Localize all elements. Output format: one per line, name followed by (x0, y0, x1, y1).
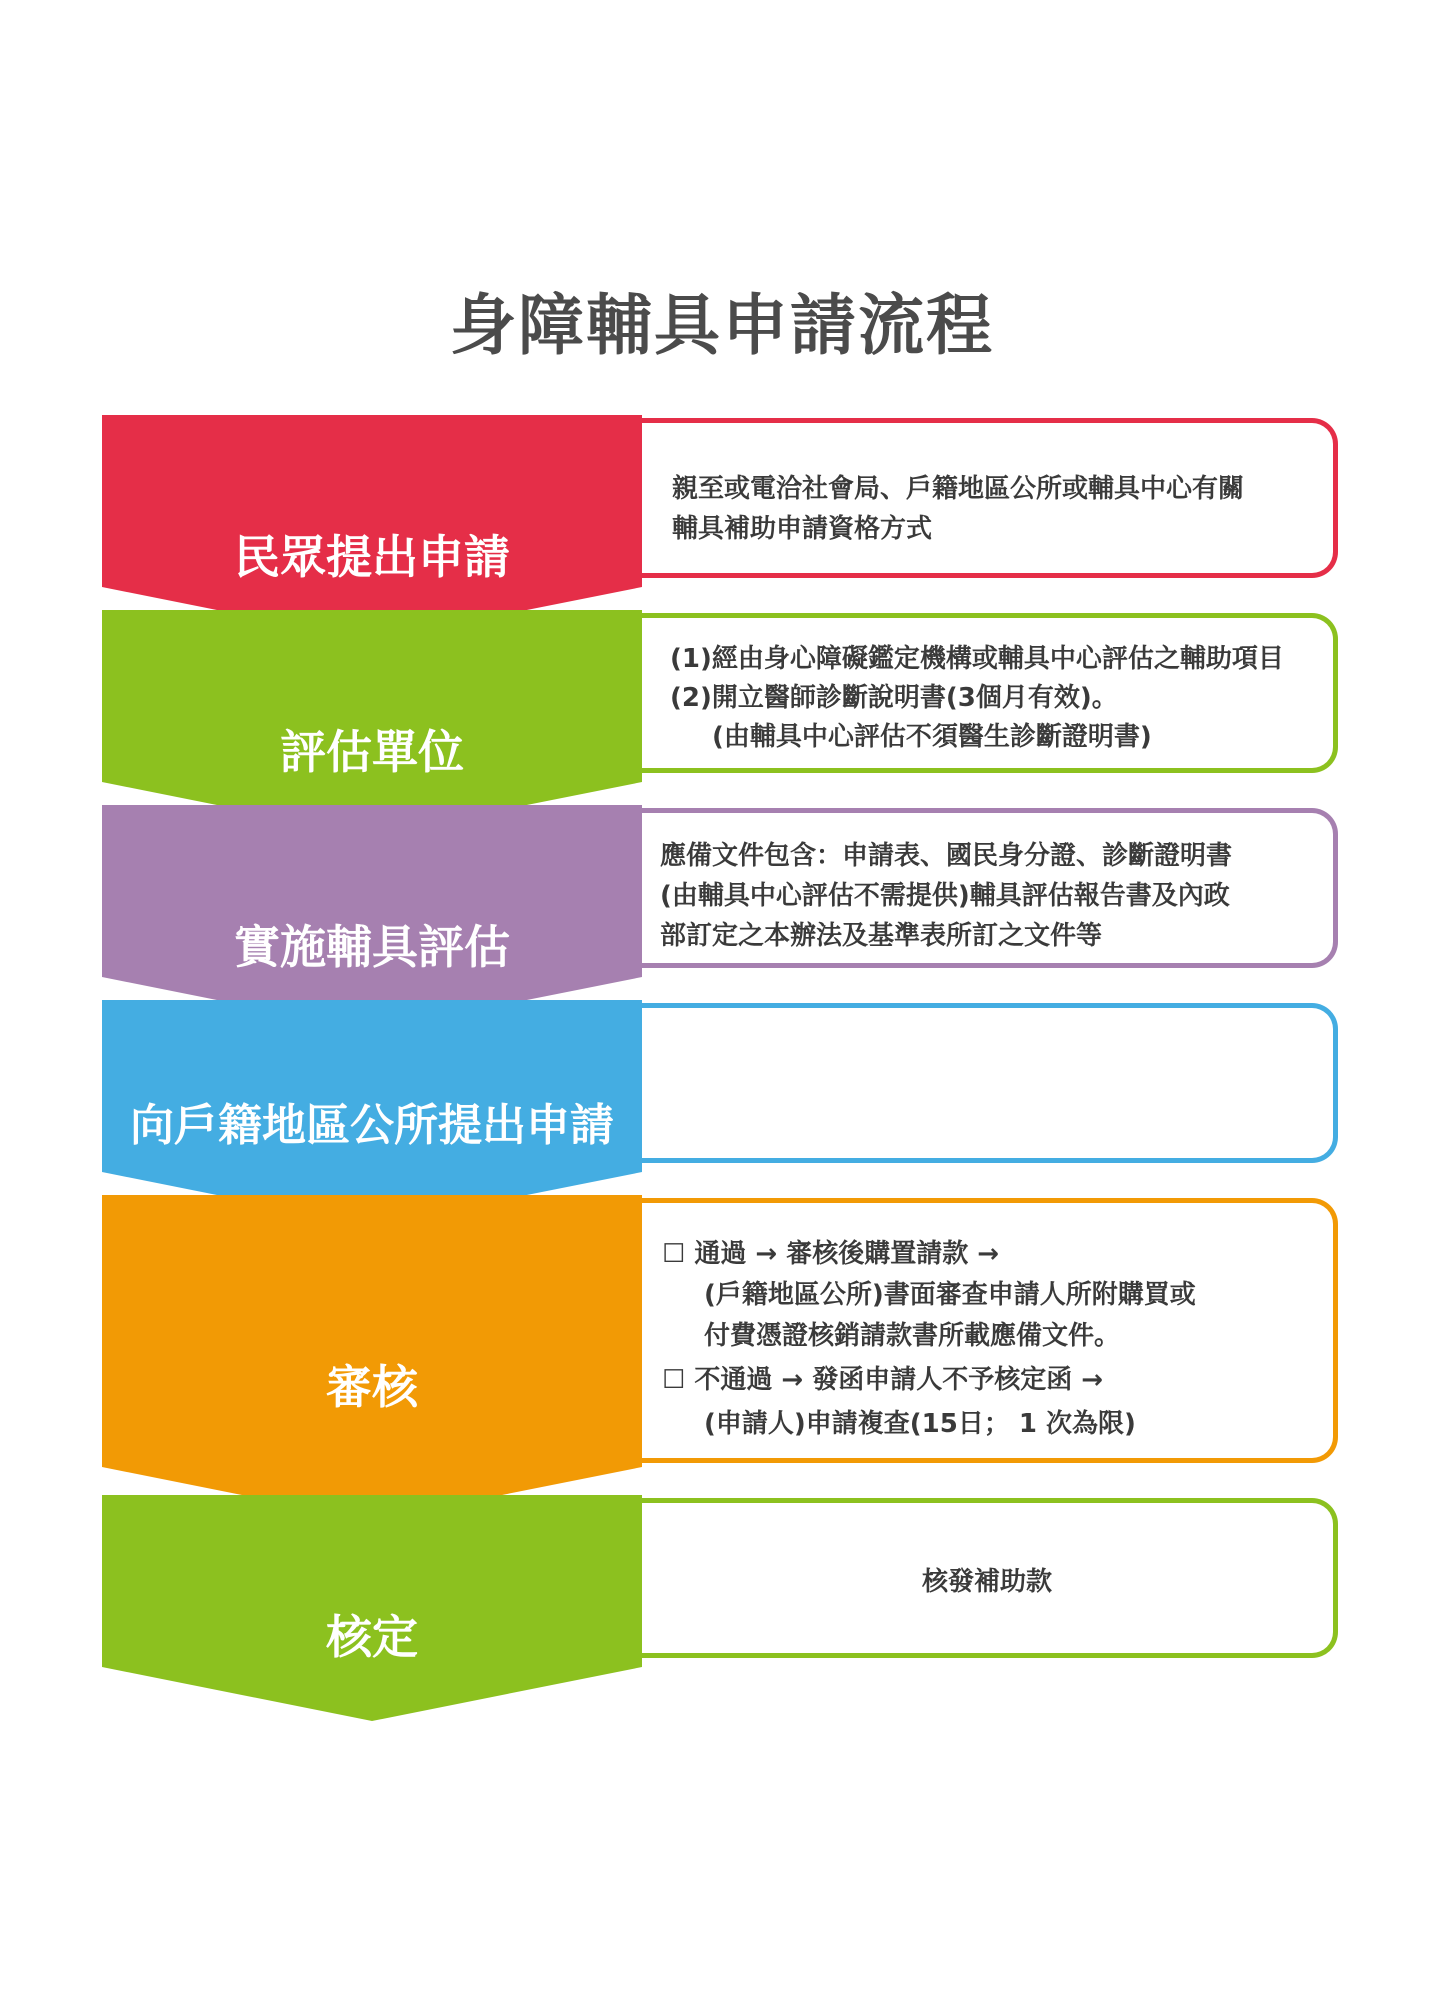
step-assessment-label: 實施輔具評估 (234, 920, 510, 974)
step-submit-office-desc-box (642, 1003, 1338, 1163)
step-evaluation-unit-label: 評估單位 (280, 725, 464, 779)
step-assessment-desc-box (642, 808, 1338, 968)
step-evaluation-unit-desc-line: (由輔具中心評估不須醫生診斷證明書) (712, 722, 1152, 752)
step-apply-desc-line: 輔具補助申請資格方式 (672, 514, 933, 544)
step-review-label: 審核 (326, 1360, 418, 1414)
step-assessment-desc-line: (由輔具中心評估不需提供)輔具評估報告書及內政 (660, 881, 1230, 911)
page-title: 身障輔具申請流程 (450, 287, 994, 364)
step-review-desc-line: ☐ 通過 → 審核後購置請款 → (662, 1239, 1000, 1269)
step-approval-label: 核定 (326, 1610, 418, 1664)
step-review-desc-line: (戶籍地區公所)書面審查申請人所附購買或 (704, 1280, 1196, 1310)
step-review-desc-line: 付費憑證核銷請款書所載應備文件。 (704, 1321, 1121, 1351)
step-review-desc-box (642, 1198, 1338, 1463)
step-evaluation-unit-desc-line: (2)開立醫師診斷說明書(3個月有效)。 (670, 683, 1118, 713)
step-review-desc-line: (申請人)申請複查(15日； 1 次為限) (704, 1409, 1136, 1439)
step-assessment-desc-line: 部訂定之本辦法及基準表所訂之文件等 (660, 921, 1103, 951)
step-approval (0, 1495, 1444, 1755)
step-review-desc-line: ☐ 不通過 → 發函申請人不予核定函 → (662, 1365, 1104, 1395)
step-evaluation-unit-desc-line: (1)經由身心障礙鑑定機構或輔具中心評估之輔助項目 (670, 644, 1284, 674)
step-submit-office-label: 向戶籍地區公所提出申請 (130, 1100, 614, 1151)
step-assessment-desc-line: 應備文件包含：申請表、國民身分證、診斷證明書 (660, 841, 1233, 871)
step-approval-desc-box (642, 1498, 1338, 1658)
step-apply-label: 民眾提出申請 (234, 530, 510, 584)
step-evaluation-unit-desc-box (642, 613, 1338, 773)
step-review (0, 1195, 1444, 1535)
step-apply-desc-box (642, 418, 1338, 578)
step-apply-desc-line: 親至或電洽社會局、戶籍地區公所或輔具中心有關 (672, 474, 1245, 504)
step-approval-desc-line: 核發補助款 (922, 1567, 1053, 1597)
